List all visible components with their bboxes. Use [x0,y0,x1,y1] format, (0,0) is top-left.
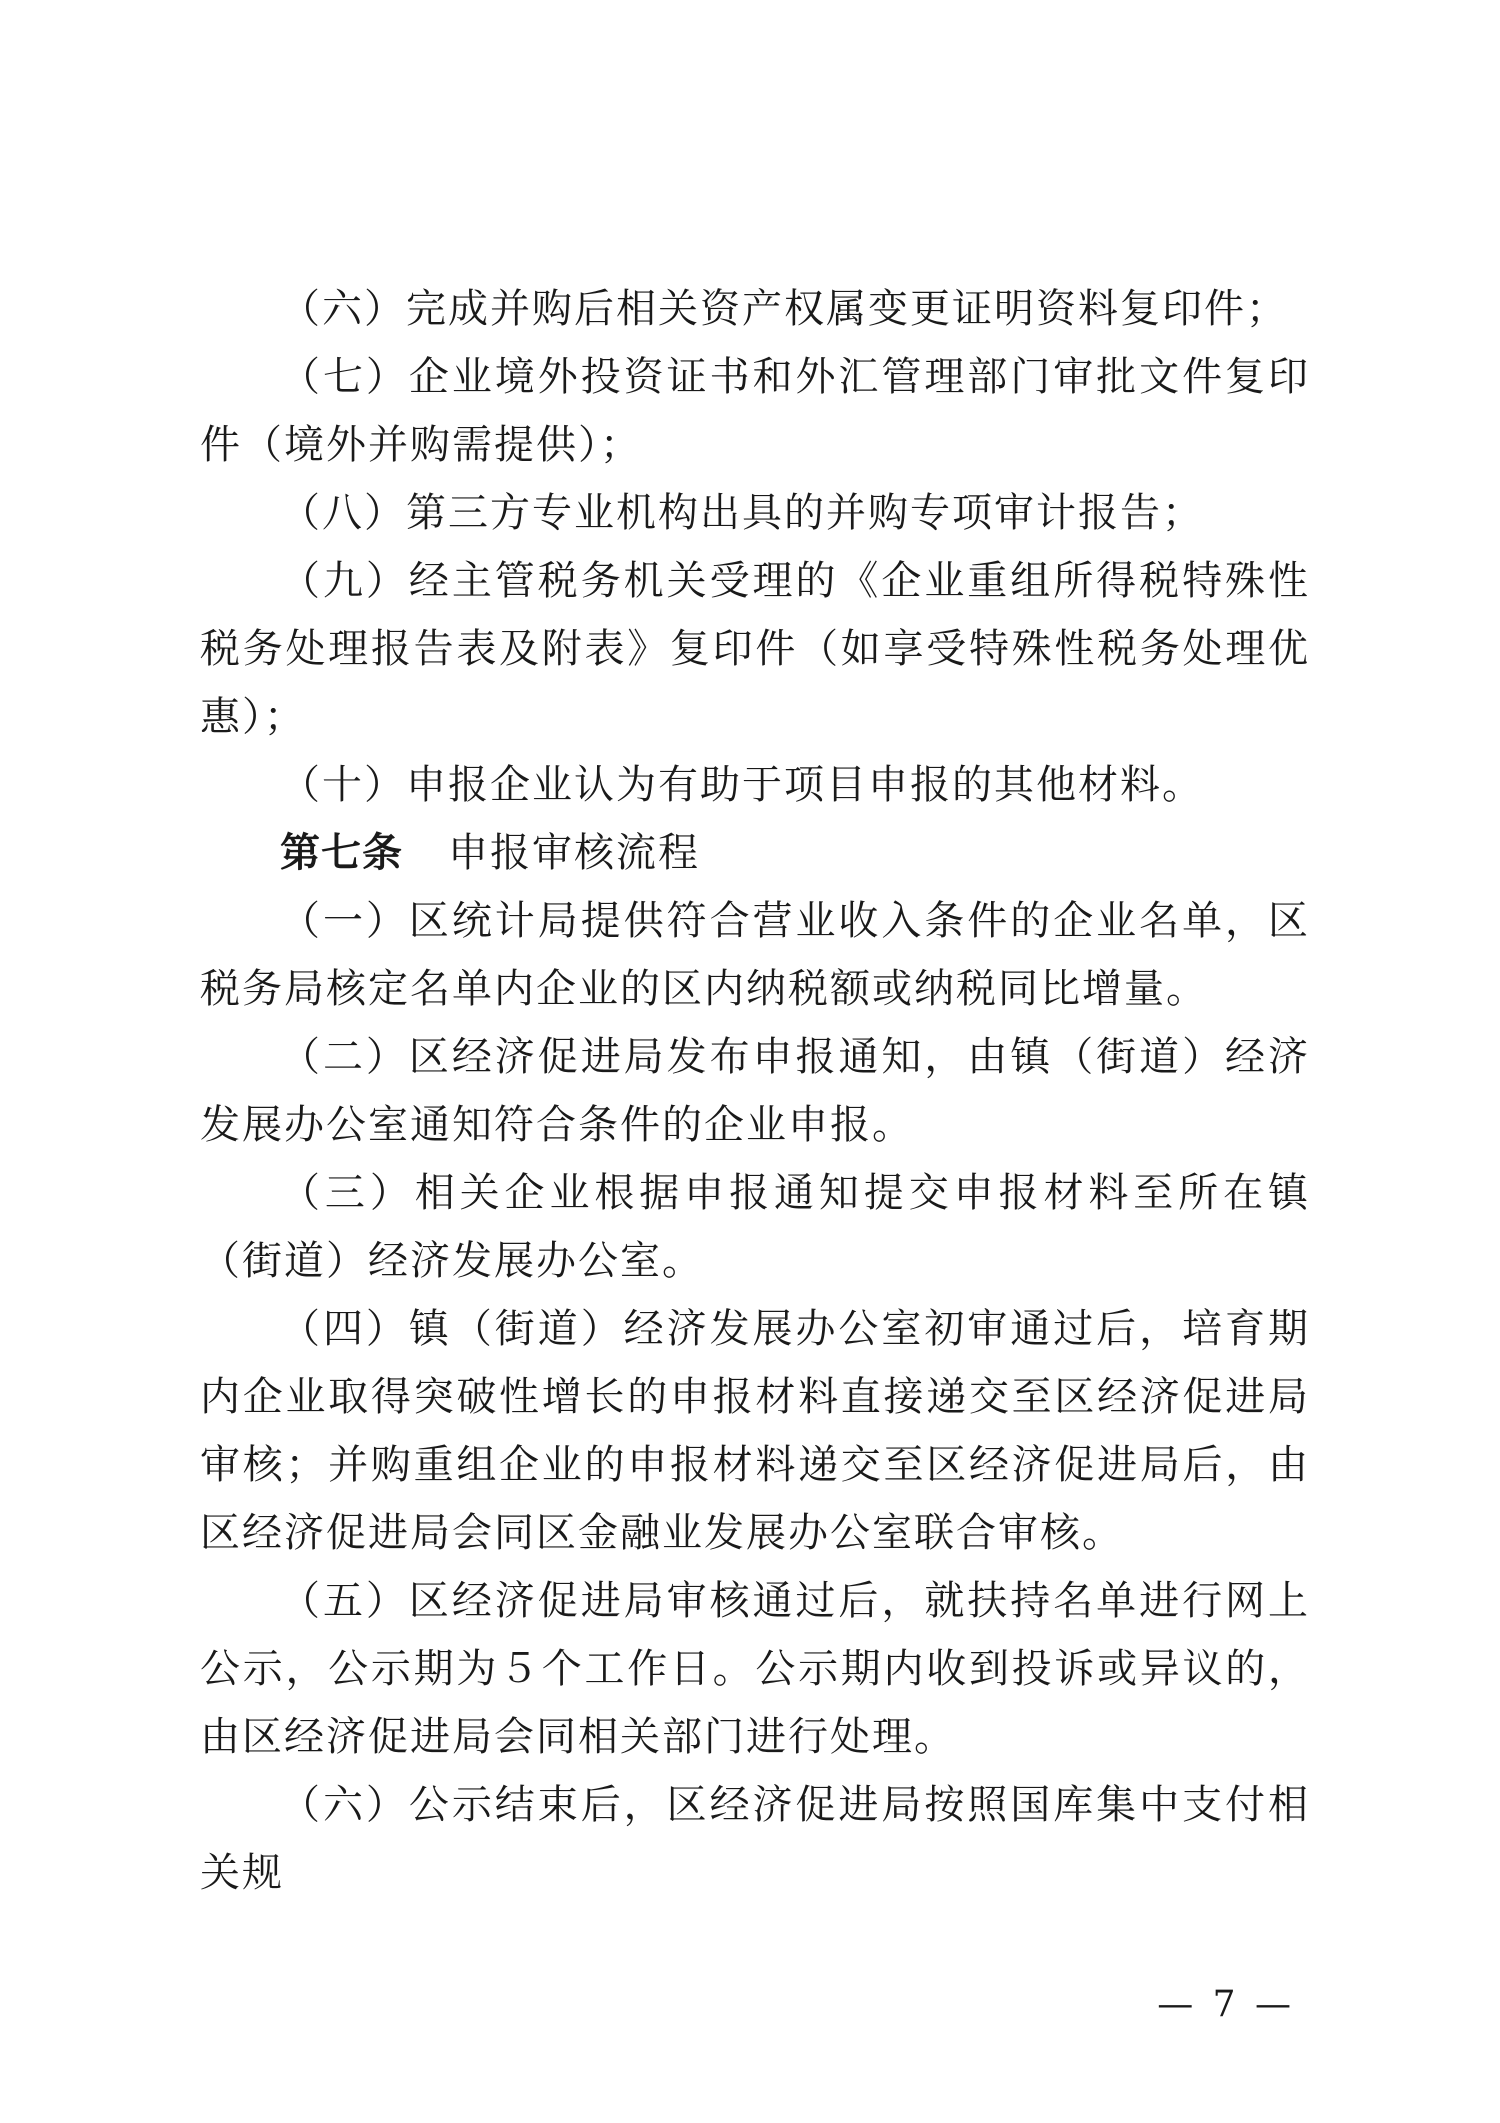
step-item: （四）镇（街道）经济发展办公室初审通过后，培育期内企业取得突破性增长的申报材料直接递交至区经济促进局审核；并购重组企业的申报材料递交至区经济促进局后，由区经济促进局会同区金融业发展办公室联合审核。 [200,1306,1310,1556]
list-item: （六）完成并购后相关资产权属变更证明资料复印件； [280,286,1288,332]
step-item: （六）公示结束后，区经济促进局按照国库集中支付相关规 [200,1782,1310,1896]
step-item: （二）区经济促进局发布申报通知，由镇（街道）经济发展办公室通知符合条件的企业申报。 [200,1034,1310,1148]
list-item: （十）申报企业认为有助于项目申报的其他材料。 [280,762,1204,808]
list-item: （九）经主管税务机关受理的《企业重组所得税特殊性税务处理报告表及附表》复印件（如享受特殊性税务处理优惠）； [200,558,1310,740]
step-item: （三）相关企业根据申报通知提交申报材料至所在镇（街道）经济发展办公室。 [200,1170,1310,1284]
document-body [200,275,1310,1907]
article-title: 申报审核流程 [448,830,700,876]
article-label: 第七条 [280,830,403,876]
list-item: （八）第三方专业机构出具的并购专项审计报告； [280,490,1204,536]
list-item: （七）企业境外投资证书和外汇管理部门审批文件复印件（境外并购需提供）； [200,354,1310,468]
page-number: — 7 — [1157,1984,1295,2025]
article-heading [200,819,1310,887]
step-item: （一）区统计局提供符合营业收入条件的企业名单，区税务局核定名单内企业的区内纳税额或纳税同比增量。 [200,898,1310,1012]
step-item: （五）区经济促进局审核通过后，就扶持名单进行网上公示，公示期为５个工作日。公示期内收到投诉或异议的，由区经济促进局会同相关部门进行处理。 [200,1578,1310,1760]
